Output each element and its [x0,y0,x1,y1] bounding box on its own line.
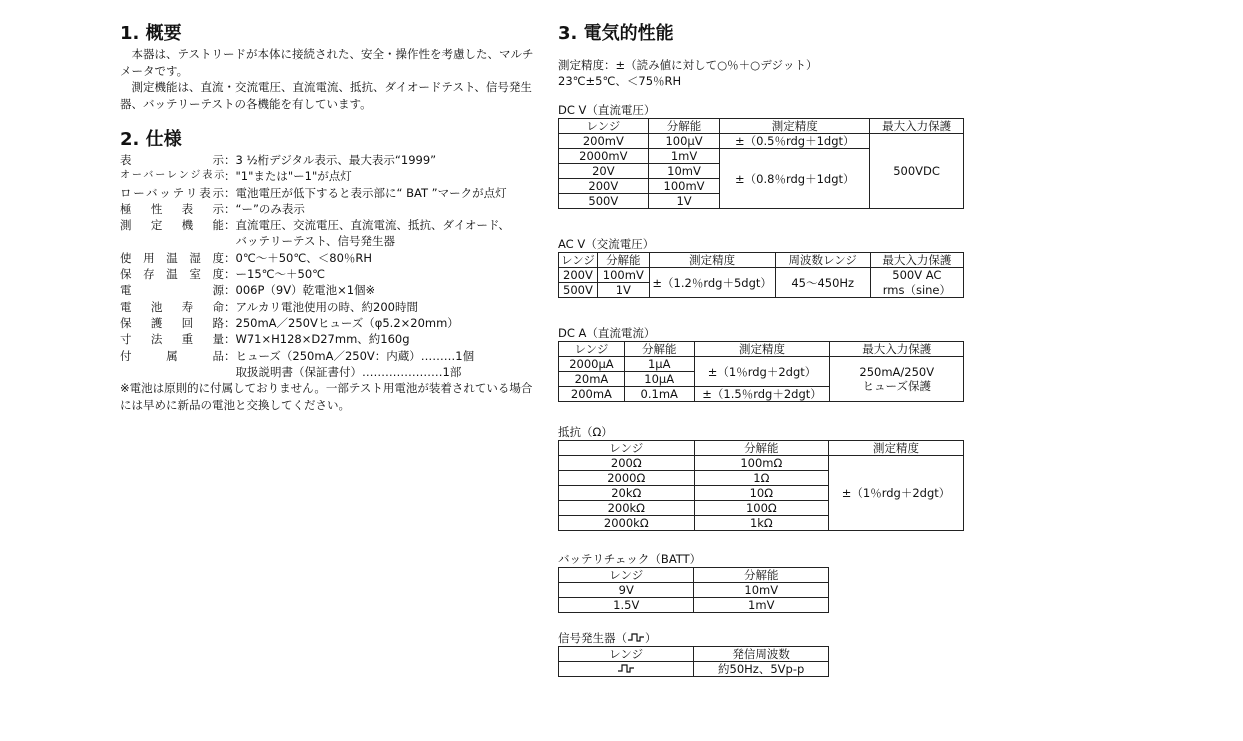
spec-value: ：250mA／250Vヒューズ（φ5.2×20mm） [224,315,459,330]
dcv-range: 2000mV [559,149,649,164]
acv-freq: 45～450Hz [775,268,870,298]
dcv-range: 200mV [559,134,649,149]
dca-res: 10μA [624,372,694,387]
spec-note: ※電池は原則的に付属しておりません。一部テスト用電池が装着されている場合には早めに新品の電池と交換してください。 [120,381,533,412]
spec-value: ：ヒューズ（250mA／250V：内蔵）………1個 [224,348,475,363]
batt-res: 1mV [694,598,829,613]
dca-prot-2: ヒューズ保護 [862,379,931,393]
spec-label: 付 属 品 [120,348,224,363]
sig-header-freq: 発信周波数 [694,647,829,662]
dcv-res: 100μV [648,134,720,149]
spec-value: ：ー15℃～＋50℃ [224,267,326,282]
spec-label: 使 用 温 湿 度 [120,250,224,265]
spec-value: ：アルカリ電池使用の時、約200時間 [224,299,418,314]
acv-header-freq: 周波数レンジ [775,253,870,268]
batt-range: 9V [559,583,694,598]
spec-label: 測 定 機 能 [120,218,224,233]
dcv-prot: 500VDC [870,134,964,209]
dca-res: 0.1mA [624,387,694,402]
spec-label: 電 池 寿 命 [120,299,224,314]
sig-header-range: レンジ [559,647,694,662]
dca-acc-2: ±（1.5％rdg＋2dgt） [694,387,830,402]
dca-acc-1: ±（1％rdg＋2dgt） [694,357,830,387]
acv-res: 1V [597,283,649,298]
dcv-header-prot: 最大入力保護 [870,119,964,134]
ohm-header-range: レンジ [559,441,695,456]
dca-range: 200mA [559,387,625,402]
batt-table [558,567,829,613]
acv-acc: ±（1.2％rdg＋5dgt） [649,268,775,298]
spec-list [120,152,535,380]
ohm-range: 20kΩ [559,486,695,501]
spec-row [120,348,535,364]
dcv-section [558,102,968,209]
spec-row [120,185,535,201]
spec-label [120,364,224,380]
spec-label: 保 護 回 路 [120,315,224,330]
acv-prot-2: rms（sine） [870,283,963,298]
dca-header-acc: 測定精度 [694,342,830,357]
overview-paragraph-2: 測定機能は、直流・交流電圧、直流電流、抵抗、ダイオードテスト、信号発生器、バッテリーテストの各機能を有しています。 [120,80,532,111]
acv-prot-1: 500V AC [870,268,963,283]
dcv-table [558,118,964,209]
spec-value: ：電池電圧が低下すると表示部に“ BAT ”マークが点灯 [224,185,507,200]
spec-value: バッテリーテスト、信号発生器 [224,234,396,249]
spec-label: 寸 法 重 量 [120,332,224,347]
left-column [120,22,535,413]
spec-value: ：006P（9V）乾電池×1個※ [224,283,376,298]
ohm-res: 1kΩ [694,516,829,531]
spec-value: ：0℃～＋50℃、＜80％RH [224,250,373,265]
batt-range: 1.5V [559,598,694,613]
ohm-range: 2000kΩ [559,516,695,531]
spec-label: 電 源 [120,283,224,298]
dca-range: 2000μA [559,357,625,372]
spec-value: 取扱説明書（保証書付）…………………1部 [224,364,462,379]
spec-label: 極 性 表 示 [120,201,224,216]
acv-section [558,236,968,298]
dca-title: DC A（直流電流） [558,326,656,340]
square-wave-icon [627,632,645,643]
spec-row [120,250,535,266]
spec-row [120,266,535,282]
dcv-range: 20V [559,164,649,179]
ohm-res: 100Ω [694,501,829,516]
ohm-header-acc: 測定精度 [829,441,964,456]
spec-label: オーバーレンジ表示 [120,170,224,182]
dca-range: 20mA [559,372,625,387]
sig-freq: 約50Hz、5Vp-p [694,662,829,677]
ohm-title: 抵抗（Ω） [558,425,613,439]
right-column [558,22,968,677]
spec-value: ：W71×H128×D27mm、約160g [224,332,410,347]
dcv-res: 1mV [648,149,720,164]
dcv-range: 200V [559,179,649,194]
spec-row [120,152,535,168]
spec-value: ：3 ½桁デジタル表示、最大表示“1999” [224,153,437,167]
overview-paragraph-1: 本器は、テストリードが本体に接続された、安全・操作性を考慮した、マルチメータです。 [120,47,534,78]
ohm-res: 1Ω [694,471,829,486]
spec-row [120,299,535,315]
spec-row [120,364,535,380]
spec-row [120,331,535,347]
dcv-title: DC V（直流電圧） [558,103,656,117]
acv-res: 100mV [597,268,649,283]
spec-row [120,217,535,233]
spec-label: 表 示 [120,153,224,167]
spec-label: ローバッテリ表示 [120,185,224,200]
acv-header-acc: 測定精度 [649,253,775,268]
electrical-heading: 3. 電気的性能 [558,23,674,44]
ohm-table [558,440,964,531]
dca-section [558,325,968,402]
dca-res: 1μA [624,357,694,372]
acv-header-range: レンジ [559,253,598,268]
ohm-res: 10Ω [694,486,829,501]
acv-range: 500V [559,283,598,298]
dcv-header-acc: 測定精度 [720,119,870,134]
spec-row [120,233,535,249]
spec-row [120,201,535,217]
acv-header-res: 分解能 [597,253,649,268]
spec-label: 保 存 温 室 度 [120,267,224,282]
acv-title: AC V（交流電圧） [558,237,655,251]
dca-header-range: レンジ [559,342,625,357]
batt-section [558,551,968,613]
batt-header-res: 分解能 [694,568,829,583]
accuracy-definition: 測定精度：±（読み値に対して○％＋○デジット） [558,58,818,72]
spec-row [120,168,535,184]
dcv-range: 500V [559,194,649,209]
dcv-acc-2: ±（0.8％rdg＋1dgt） [720,149,870,209]
spec-value: ："1"または"ー1"が点灯 [224,169,352,184]
spec-heading: 2. 仕様 [120,129,182,150]
dcv-res: 1V [648,194,720,209]
dcv-res: 10mV [648,164,720,179]
acv-range: 200V [559,268,598,283]
dcv-res: 100mV [648,179,720,194]
dcv-acc-1: ±（0.5％rdg＋1dgt） [720,134,870,149]
ohm-section [558,424,968,531]
spec-row [120,282,535,298]
ohm-res: 100mΩ [694,456,829,471]
sig-range-icon-cell [559,662,694,677]
sig-table [558,646,829,677]
acv-header-prot: 最大入力保護 [870,253,963,268]
spec-value: ：直流電圧、交流電圧、直流電流、抵抗、ダイオード、 [224,218,510,233]
batt-header-range: レンジ [559,568,694,583]
sig-section [558,630,968,677]
accuracy-conditions: 23℃±5℃、＜75％RH [558,74,682,88]
dca-prot [830,357,964,402]
batt-title: バッテリチェック（BATT） [558,552,702,566]
ohm-range: 200Ω [559,456,695,471]
ohm-range: 200kΩ [559,501,695,516]
sig-title: 信号発生器（ ） [558,631,657,645]
dcv-header-res: 分解能 [648,119,720,134]
overview-heading: 1. 概要 [120,23,182,44]
ohm-range: 2000Ω [559,471,695,486]
batt-res: 10mV [694,583,829,598]
spec-value: ：“ー”のみ表示 [224,201,305,216]
dca-prot-1: 250mA/250V [859,365,935,379]
acv-table [558,252,964,298]
spec-label [120,233,224,249]
dcv-header-range: レンジ [559,119,649,134]
square-wave-icon [617,663,635,674]
ohm-header-res: 分解能 [694,441,829,456]
dca-header-res: 分解能 [624,342,694,357]
ohm-acc: ±（1％rdg＋2dgt） [829,456,964,531]
dca-table [558,341,964,402]
dca-header-prot: 最大入力保護 [830,342,964,357]
spec-row [120,315,535,331]
